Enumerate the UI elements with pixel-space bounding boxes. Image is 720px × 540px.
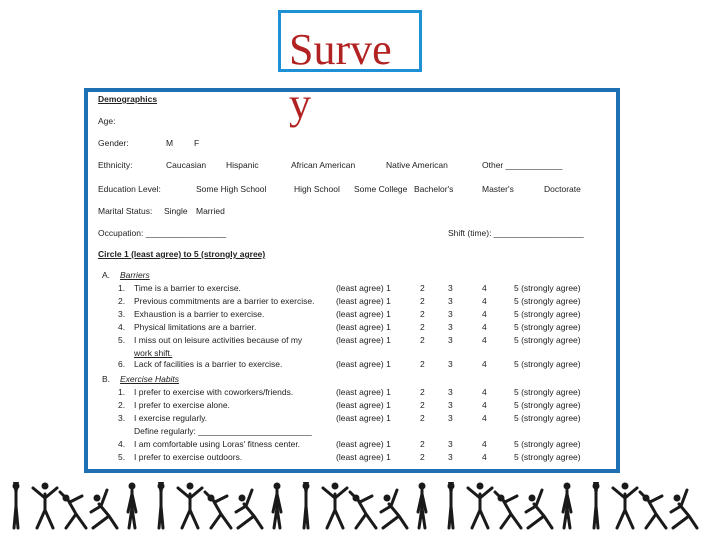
scale-option: 4 <box>482 387 487 397</box>
section-b-letter: B. <box>102 374 111 384</box>
yoga-figure-icon <box>613 483 637 529</box>
scale-option: 5 (strongly agree) <box>514 452 581 462</box>
marital-label: Marital Status: <box>98 206 153 216</box>
item-statement-continued: work shift. <box>134 348 173 358</box>
least-agree-option: (least agree) 1 <box>336 413 391 423</box>
scale-option: 5 (strongly agree) <box>514 439 581 449</box>
yoga-figure-icon <box>273 483 281 529</box>
item-statement: I prefer to exercise outdoors. <box>134 452 243 462</box>
yoga-figure-icon <box>640 492 666 528</box>
section-a-letter: A. <box>102 270 111 280</box>
scale-option: 2 <box>420 322 425 332</box>
scale-option: 3 <box>448 359 453 369</box>
scale-option: 3 <box>448 439 453 449</box>
age-field: Age: <box>98 116 116 126</box>
yoga-figure-icon <box>448 482 455 528</box>
ethnicity-option: Other ____________ <box>482 160 563 170</box>
item-number: 4. <box>118 322 126 332</box>
scale-option: 2 <box>420 309 425 319</box>
scale-option: 3 <box>448 322 453 332</box>
yoga-figure-icon <box>593 482 600 528</box>
yoga-figure-icon <box>60 492 86 528</box>
gender-label: Gender: <box>98 138 129 148</box>
scale-option: 5 (strongly agree) <box>514 283 581 293</box>
ethnicity-option: African American <box>291 160 356 170</box>
scale-option: 4 <box>482 296 487 306</box>
least-agree-option: (least agree) 1 <box>336 283 391 293</box>
least-agree-option: (least agree) 1 <box>336 359 391 369</box>
yoga-figure-icon <box>236 490 262 528</box>
education-option: Bachelor's <box>414 184 454 194</box>
survey-document <box>84 88 620 473</box>
gender-m: M <box>166 138 174 148</box>
item-statement: Exhaustion is a barrier to exercise. <box>134 309 265 319</box>
scale-option: 2 <box>420 452 425 462</box>
yoga-figure-icon <box>303 482 310 528</box>
yoga-figure-icon <box>205 492 231 528</box>
scale-option: 5 (strongly agree) <box>514 335 581 345</box>
yoga-figure-icon <box>671 490 697 528</box>
yoga-figure-icon <box>526 490 552 528</box>
scale-option: 3 <box>448 296 453 306</box>
scale-option: 4 <box>482 452 487 462</box>
gender-f: F <box>194 138 200 148</box>
scale-option: 2 <box>420 296 425 306</box>
item-statement: Physical limitations are a barrier. <box>134 322 257 332</box>
item-number: 2. <box>118 296 126 306</box>
scale-option: 5 (strongly agree) <box>514 296 581 306</box>
yoga-figure-icon <box>178 483 202 529</box>
occupation-field: Occupation: _________________ <box>98 228 227 238</box>
least-agree-option: (least agree) 1 <box>336 400 391 410</box>
ethnicity-option: Hispanic <box>226 160 259 170</box>
define-regularly-field: Define regularly: ________________________ <box>134 426 312 436</box>
marital-option: Married <box>196 206 225 216</box>
scale-option: 4 <box>482 322 487 332</box>
education-option: Doctorate <box>544 184 581 194</box>
yoga-figure-icon <box>33 483 57 529</box>
scale-option: 2 <box>420 439 425 449</box>
scale-option: 4 <box>482 413 487 423</box>
scale-heading: Circle 1 (least agree) to 5 (strongly agree) <box>98 249 266 259</box>
item-number: 3. <box>118 309 126 319</box>
scale-option: 2 <box>420 400 425 410</box>
item-number: 3. <box>118 413 126 423</box>
ethnicity-option: Caucasian <box>166 160 207 170</box>
scale-option: 5 (strongly agree) <box>514 400 581 410</box>
scale-option: 3 <box>448 309 453 319</box>
item-statement: I am comfortable using Loras' fitness center. <box>134 439 301 449</box>
education-label: Education Level: <box>98 184 161 194</box>
scale-option: 3 <box>448 413 453 423</box>
shift-field: Shift (time): ___________________ <box>448 228 584 238</box>
section-b-title: Exercise Habits <box>120 374 180 384</box>
yoga-figure-icon <box>495 492 521 528</box>
section-a-title: Barriers <box>120 270 150 280</box>
scale-option: 3 <box>448 335 453 345</box>
yoga-figure-icon <box>13 482 20 528</box>
item-number: 5. <box>118 335 126 345</box>
item-number: 1. <box>118 283 126 293</box>
scale-option: 4 <box>482 309 487 319</box>
least-agree-option: (least agree) 1 <box>336 452 391 462</box>
scale-option: 2 <box>420 335 425 345</box>
scale-option: 5 (strongly agree) <box>514 309 581 319</box>
item-number: 1. <box>118 387 126 397</box>
item-number: 6. <box>118 359 126 369</box>
education-option: Some High School <box>196 184 267 194</box>
scale-option: 4 <box>482 283 487 293</box>
least-agree-option: (least agree) 1 <box>336 309 391 319</box>
scale-option: 5 (strongly agree) <box>514 413 581 423</box>
scale-option: 2 <box>420 387 425 397</box>
education-option: High School <box>294 184 340 194</box>
yoga-figure-icon <box>381 490 407 528</box>
item-statement: Time is a barrier to exercise. <box>134 283 241 293</box>
title-box <box>278 10 422 128</box>
item-statement: I exercise regularly. <box>134 413 208 423</box>
least-agree-option: (least agree) 1 <box>336 335 391 345</box>
scale-option: 2 <box>420 413 425 423</box>
marital-option: Single <box>164 206 188 216</box>
yoga-figure-icon <box>563 483 571 529</box>
item-statement: Lack of facilities is a barrier to exercise. <box>134 359 283 369</box>
scale-option: 2 <box>420 283 425 293</box>
yoga-figures-border <box>0 482 720 538</box>
item-number: 5. <box>118 452 126 462</box>
scale-option: 5 (strongly agree) <box>514 359 581 369</box>
yoga-figure-icon <box>91 490 117 528</box>
item-statement: I prefer to exercise with coworkers/friends. <box>134 387 294 397</box>
least-agree-option: (least agree) 1 <box>336 322 391 332</box>
scale-option: 3 <box>448 387 453 397</box>
least-agree-option: (least agree) 1 <box>336 296 391 306</box>
yoga-figure-icon <box>418 483 426 529</box>
scale-option: 4 <box>482 359 487 369</box>
scale-option: 3 <box>448 283 453 293</box>
scale-option: 5 (strongly agree) <box>514 322 581 332</box>
scale-option: 3 <box>448 400 453 410</box>
education-option: Master's <box>482 184 514 194</box>
yoga-figure-icon <box>128 483 136 529</box>
yoga-figure-icon <box>158 482 165 528</box>
least-agree-option: (least agree) 1 <box>336 387 391 397</box>
item-number: 4. <box>118 439 126 449</box>
scale-option: 4 <box>482 335 487 345</box>
scale-option: 3 <box>448 452 453 462</box>
yoga-figure-icon <box>323 483 347 529</box>
item-statement: Previous commitments are a barrier to exercise. <box>134 296 315 306</box>
demographics-heading: Demographics <box>98 94 158 104</box>
ethnicity-option: Native American <box>386 160 448 170</box>
education-option: Some College <box>354 184 408 194</box>
yoga-figure-icon <box>350 492 376 528</box>
scale-option: 5 (strongly agree) <box>514 387 581 397</box>
scale-option: 2 <box>420 359 425 369</box>
slide-title: Survey <box>289 25 392 128</box>
item-statement: I miss out on leisure activities because of my <box>134 335 303 345</box>
item-number: 2. <box>118 400 126 410</box>
ethnicity-label: Ethnicity: <box>98 160 133 170</box>
yoga-figure-icon <box>468 483 492 529</box>
scale-option: 4 <box>482 400 487 410</box>
item-statement: I prefer to exercise alone. <box>134 400 230 410</box>
scale-option: 4 <box>482 439 487 449</box>
least-agree-option: (least agree) 1 <box>336 439 391 449</box>
